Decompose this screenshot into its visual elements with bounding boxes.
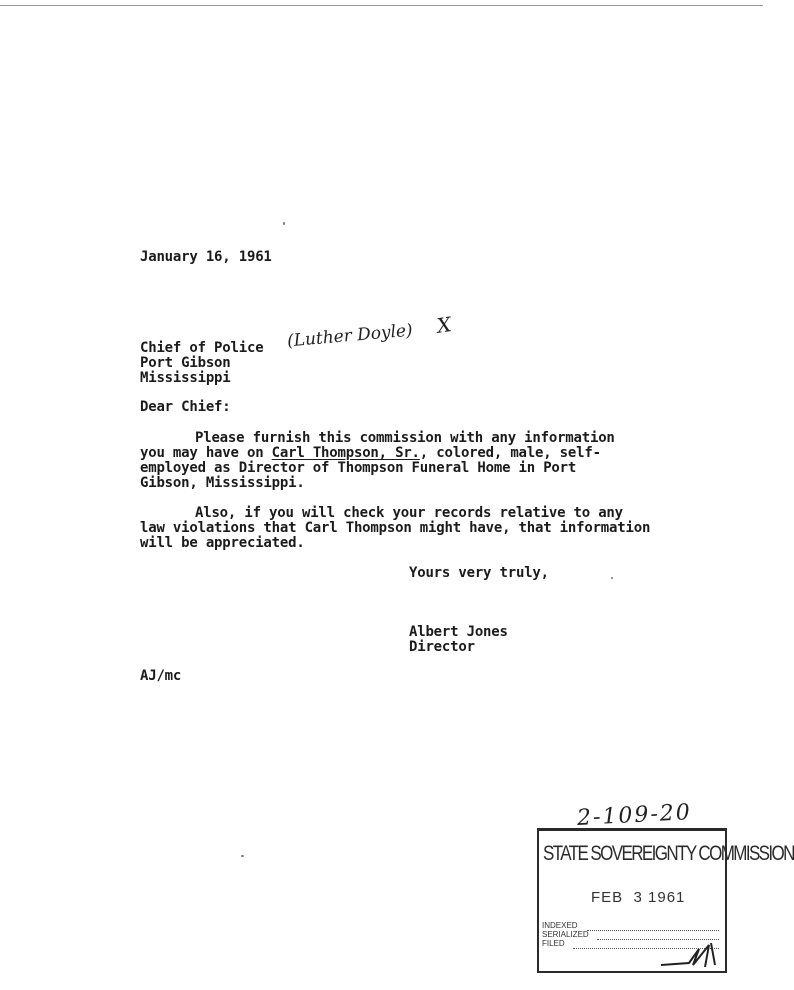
handwritten-mark: X <box>435 312 453 338</box>
speck <box>611 577 613 579</box>
handwritten-file-number: 2-109-20 <box>576 800 693 831</box>
paragraph-1-line-2-suffix: , colored, male, self- <box>419 445 601 461</box>
stamp-title: STATE SOVEREIGNTY COMMISSION <box>543 841 794 865</box>
paragraph-1-line-1: Please furnish this commission with any information <box>195 430 615 446</box>
stamp-field-serialized: SERIALIZED <box>542 930 589 939</box>
top-edge-rule <box>0 5 763 6</box>
stamp-field-indexed: INDEXED <box>542 921 578 930</box>
closing: Yours very truly, <box>409 565 549 581</box>
salutation: Dear Chief: <box>140 399 231 415</box>
paragraph-1-line-3: employed as Director of Thompson Funeral Home in Port <box>140 460 577 476</box>
paragraph-1-line-2-prefix: you may have on <box>140 445 272 461</box>
speck <box>241 855 244 857</box>
paragraph-2-line-2: law violations that Carl Thompson might have, that information <box>140 520 651 536</box>
handwritten-annotation: (Luther Doyle) <box>286 320 414 352</box>
signer-name: Albert Jones <box>409 624 508 640</box>
letter-date: January 16, 1961 <box>140 249 272 265</box>
paragraph-2-line-1: Also, if you will check your records relative to any <box>195 505 623 521</box>
handwritten-initials-scribble <box>659 939 723 971</box>
subject-name: Carl Thompson, Sr. <box>271 445 420 461</box>
paragraph-1-line-2 <box>140 446 601 461</box>
paragraph-2-line-3: will be appreciated. <box>140 535 305 551</box>
recipient-line-3: Mississippi <box>140 370 231 386</box>
signer-title: Director <box>409 639 475 655</box>
stamp-date: FEB 3 1961 <box>591 889 686 906</box>
typist-initials: AJ/mc <box>140 668 182 684</box>
recipient-line-2: Port Gibson <box>140 355 231 371</box>
stamp-dotted-line <box>587 930 719 931</box>
recipient-line-1: Chief of Police <box>140 340 264 356</box>
paragraph-1-line-4: Gibson, Mississippi. <box>140 475 305 491</box>
stamp-field-filed: FILED <box>542 939 565 948</box>
commission-received-stamp <box>537 828 794 973</box>
speck <box>283 222 285 225</box>
